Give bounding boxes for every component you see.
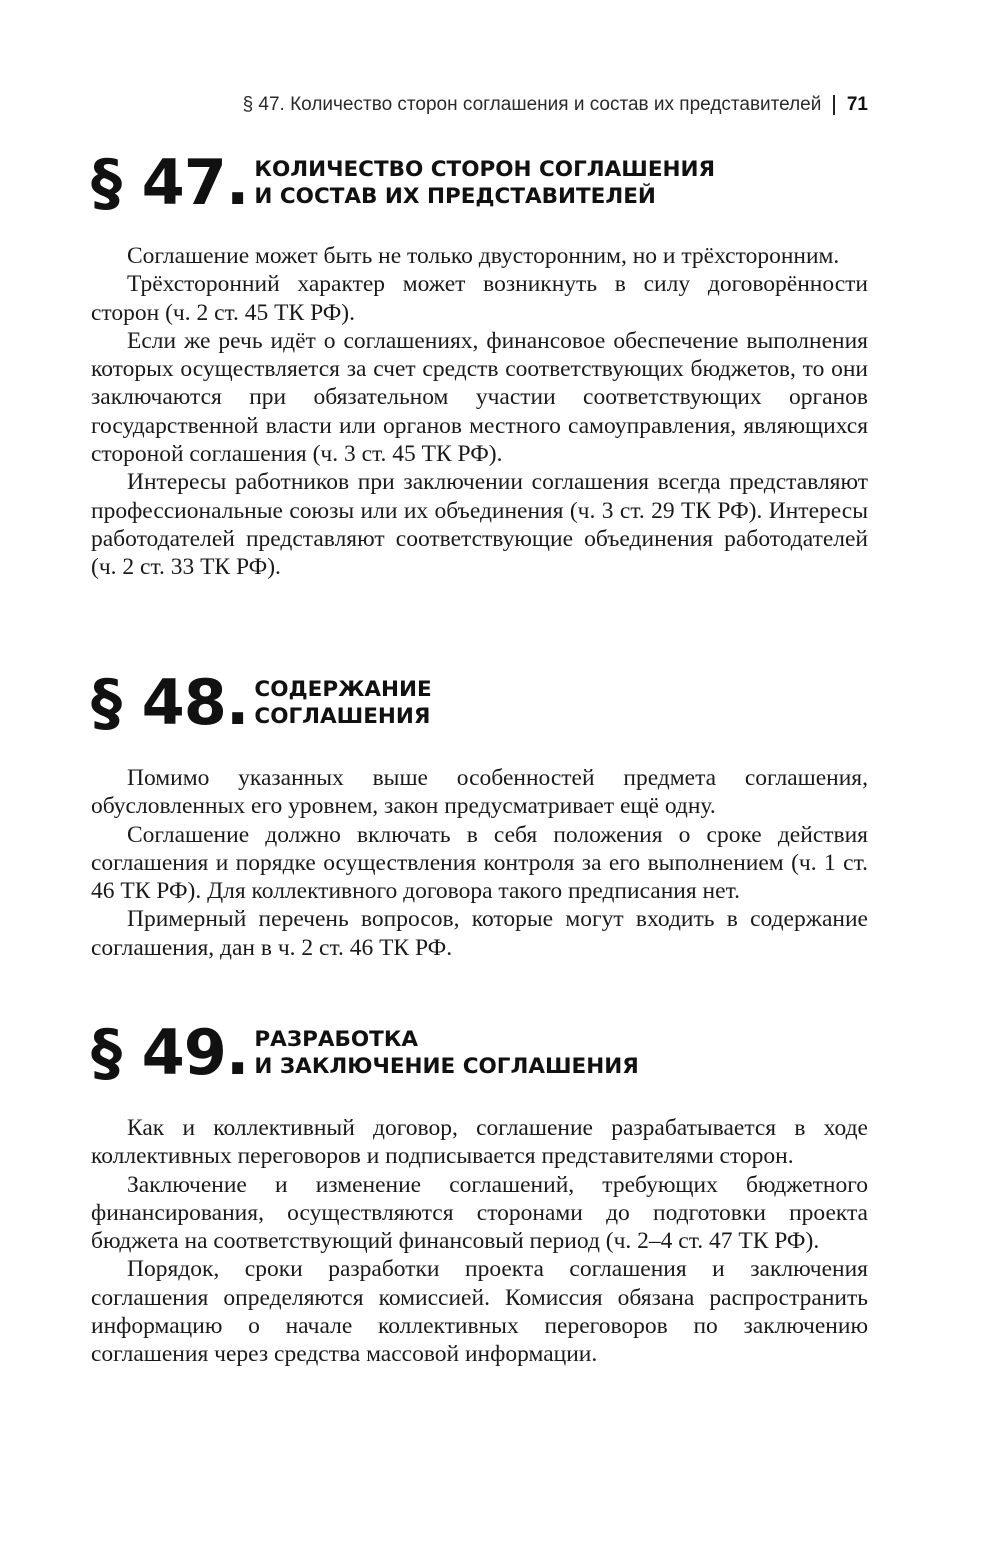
section-title-line: СОГЛАШЕНИЯ [254,704,431,729]
paragraph: Интересы работников при заключении соглашения всегда представляют профессиональные союзы или их объединения (ч. 3 ст. 29 ТК РФ). Интересы работодателей представляют соответствующие объединения работодателей (ч. 2 ст. 33 ТК РФ). [91,469,868,581]
section-number: § 49. [91,1016,249,1089]
section-48 [91,666,868,962]
section-title-line: И ЗАКЛЮЧЕНИЕ СОГЛАШЕНИЯ [254,1054,639,1079]
running-header [243,94,868,116]
page-number: 71 [846,94,868,115]
section-title-line: КОЛИЧЕСТВО СТОРОН СОГЛАШЕНИЯ [254,157,716,182]
section-body [91,242,868,582]
section-heading [91,146,868,219]
section-number: § 47. [91,146,249,219]
header-divider [833,95,835,115]
section-body [91,764,868,962]
section-title-line: И СОСТАВ ИХ ПРЕДСТАВИТЕЛЕЙ [254,184,656,209]
section-title [254,1026,638,1084]
paragraph: Порядок, сроки разработки проекта соглашения и заключения соглашения определяются комиссией. Комиссия обязана распространить информацию о начале коллективных переговоров по заключению соглашения через средства массовой информации. [91,1256,868,1368]
section-49 [91,1016,868,1369]
paragraph: Если же речь идёт о соглашениях, финансовое обеспечение выполнения которых осуществляется за счет средств соответствующих бюджетов, то они заключаются при обязательном участии соответствующих органов государственной власти или органов местного самоуправления, являющихся стороной соглашения (ч. 3 ст. 45 ТК РФ). [91,327,868,468]
paragraph: Заключение и изменение соглашений, требующих бюджетного финансирования, осуществляются сторонами до подготовки проекта бюджета на соответствующий финансовый период (ч. 2–4 ст. 47 ТК РФ). [91,1171,868,1255]
paragraph: Как и коллективный договор, соглашение разрабатывается в ходе коллективных переговоров и подписывается представителями сторон. [91,1115,868,1170]
section-title-line: РАЗРАБОТКА [254,1027,419,1052]
section-body [91,1114,868,1369]
paragraph: Соглашение может быть не только двусторонним, но и трёхсторонним. [127,243,840,269]
section-heading [91,666,868,739]
section-title [254,156,715,214]
section-47 [91,146,868,582]
section-number: § 48. [91,666,249,739]
section-title-line: СОДЕРЖАНИЕ [254,677,432,702]
section-title [254,676,431,734]
paragraph: Помимо указанных выше особенностей предмета соглашения, обусловленных его уровнем, закон предусматривает ещё одну. [91,765,868,820]
section-heading [91,1016,868,1089]
paragraph: Трёхсторонний характер может возникнуть в силу договорённости сторон (ч. 2 ст. 45 ТК РФ). [91,271,868,326]
paragraph: Соглашение должно включать в себя положения о сроке действия соглашения и порядке осуществления контроля за его выполнением (ч. 1 ст. 46 ТК РФ). Для коллективного договора такого предписания нет. [91,821,868,905]
running-title: § 47. Количество сторон соглашения и состав их представителей [242,94,822,115]
paragraph: Примерный перечень вопросов, которые могут входить в содержание соглашения, дан в ч. 2 ст. 46 ТК РФ. [91,906,868,961]
